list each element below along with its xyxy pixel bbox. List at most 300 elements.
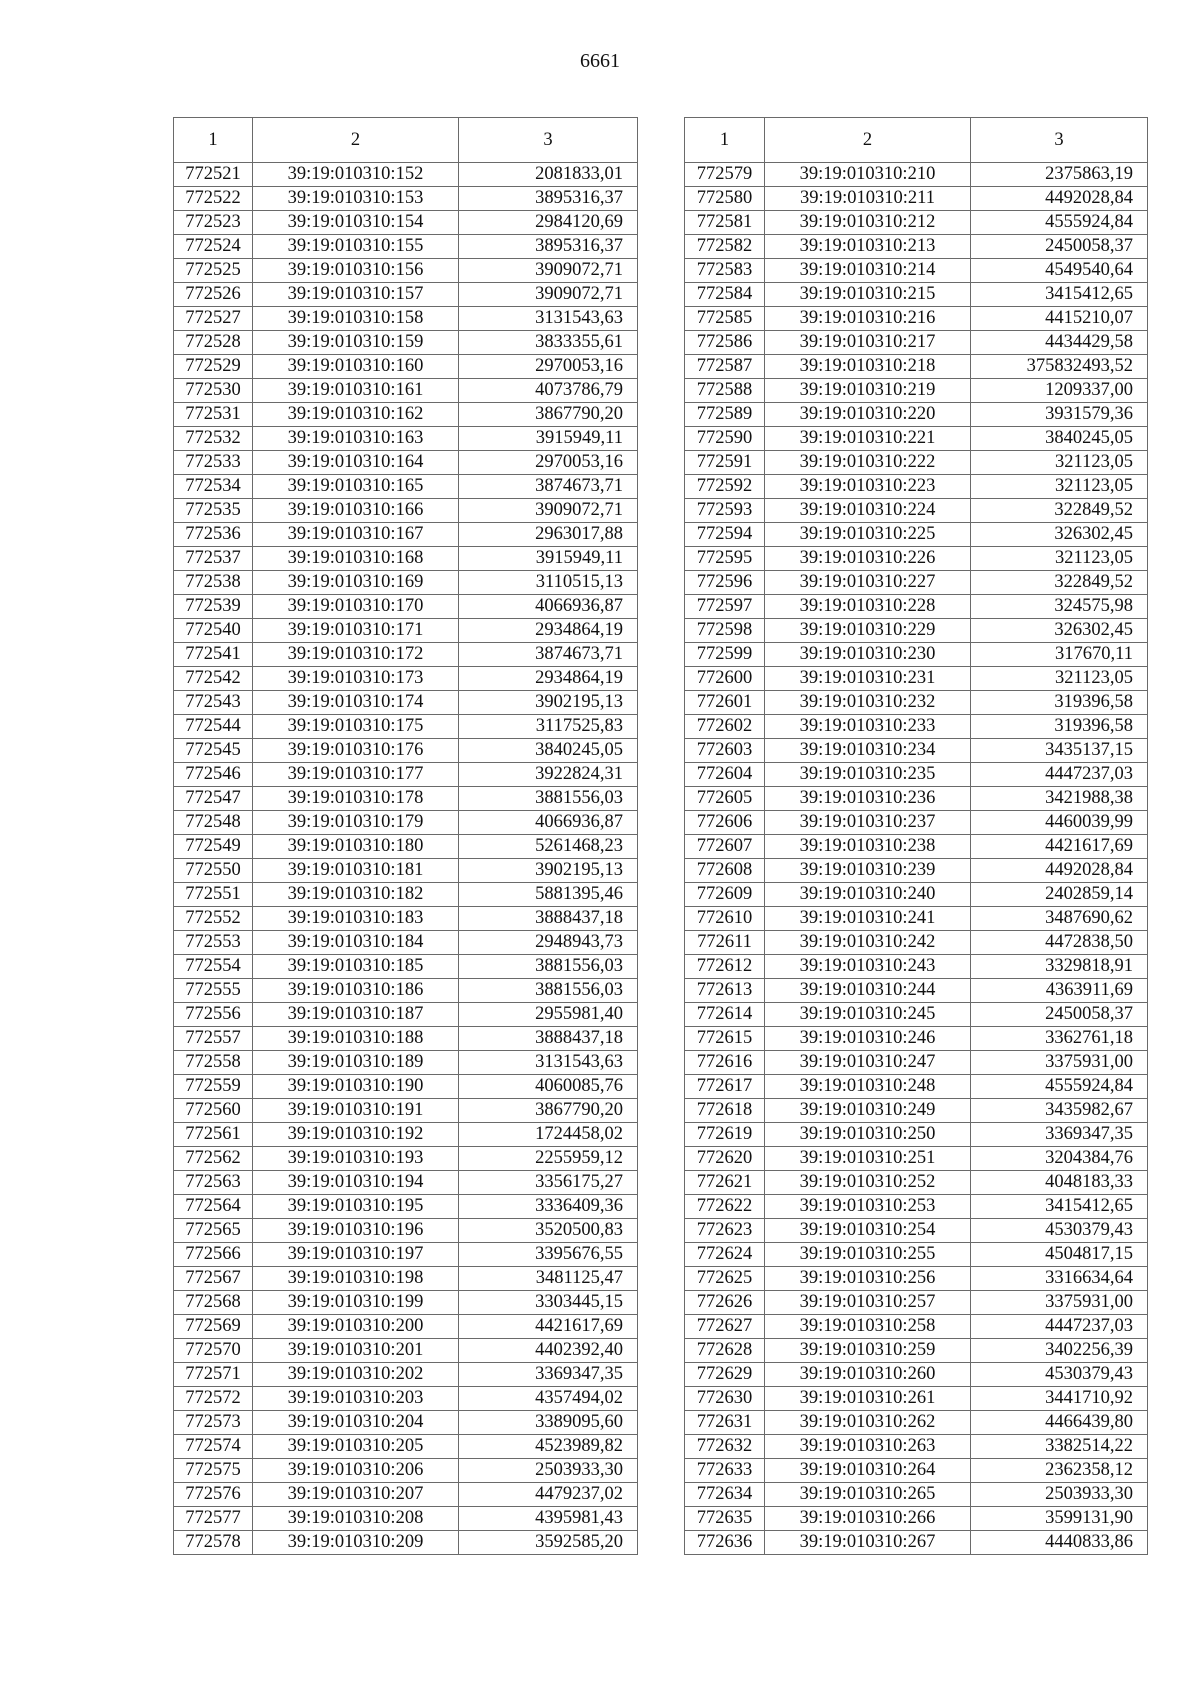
table-row [174, 499, 638, 523]
cadastral-number-cell: 39:19:010310:235 [765, 763, 971, 787]
table-row [174, 883, 638, 907]
row-number-cell: 772616 [685, 1051, 765, 1075]
row-number-cell: 772630 [685, 1387, 765, 1411]
table-row [685, 907, 1148, 931]
cadastral-number-cell: 39:19:010310:217 [765, 331, 971, 355]
table-row [685, 1051, 1148, 1075]
table-row [685, 331, 1148, 355]
value-cell: 4434429,58 [971, 331, 1148, 355]
table-row [174, 211, 638, 235]
value-cell: 4421617,69 [971, 835, 1148, 859]
value-cell: 4555924,84 [971, 1075, 1148, 1099]
cadastral-number-cell: 39:19:010310:254 [765, 1219, 971, 1243]
row-number-cell: 772563 [174, 1171, 253, 1195]
row-number-cell: 772549 [174, 835, 253, 859]
cadastral-number-cell: 39:19:010310:245 [765, 1003, 971, 1027]
cadastral-number-cell: 39:19:010310:183 [253, 907, 459, 931]
table-row [685, 763, 1148, 787]
row-number-cell: 772626 [685, 1291, 765, 1315]
value-cell: 4504817,15 [971, 1243, 1148, 1267]
cadastral-number-cell: 39:19:010310:244 [765, 979, 971, 1003]
cadastral-number-cell: 39:19:010310:158 [253, 307, 459, 331]
value-cell: 3833355,61 [459, 331, 638, 355]
cadastral-number-cell: 39:19:010310:199 [253, 1291, 459, 1315]
value-cell: 3874673,71 [459, 475, 638, 499]
value-cell: 3867790,20 [459, 403, 638, 427]
value-cell: 3895316,37 [459, 235, 638, 259]
row-number-cell: 772559 [174, 1075, 253, 1099]
row-number-cell: 772607 [685, 835, 765, 859]
row-number-cell: 772532 [174, 427, 253, 451]
cadastral-number-cell: 39:19:010310:180 [253, 835, 459, 859]
value-cell: 322849,52 [971, 499, 1148, 523]
value-cell: 3369347,35 [459, 1363, 638, 1387]
table-row [174, 1483, 638, 1507]
table-row [174, 763, 638, 787]
table-row [174, 307, 638, 331]
table-row [174, 1099, 638, 1123]
table-row [685, 1075, 1148, 1099]
value-cell: 321123,05 [971, 547, 1148, 571]
cadastral-number-cell: 39:19:010310:173 [253, 667, 459, 691]
cadastral-number-cell: 39:19:010310:232 [765, 691, 971, 715]
row-number-cell: 772578 [174, 1531, 253, 1555]
table-row [685, 619, 1148, 643]
value-cell: 326302,45 [971, 523, 1148, 547]
cadastral-number-cell: 39:19:010310:253 [765, 1195, 971, 1219]
row-number-cell: 772524 [174, 235, 253, 259]
value-cell: 2963017,88 [459, 523, 638, 547]
table-row [174, 571, 638, 595]
cadastral-number-cell: 39:19:010310:219 [765, 379, 971, 403]
row-number-cell: 772579 [685, 163, 765, 187]
row-number-cell: 772631 [685, 1411, 765, 1435]
value-cell: 3592585,20 [459, 1531, 638, 1555]
column-header-3: 3 [459, 118, 638, 163]
row-number-cell: 772572 [174, 1387, 253, 1411]
cadastral-number-cell: 39:19:010310:201 [253, 1339, 459, 1363]
value-cell: 3415412,65 [971, 283, 1148, 307]
table-row [685, 451, 1148, 475]
row-number-cell: 772555 [174, 979, 253, 1003]
row-number-cell: 772525 [174, 259, 253, 283]
cadastral-number-cell: 39:19:010310:165 [253, 475, 459, 499]
row-number-cell: 772562 [174, 1147, 253, 1171]
table-row [174, 427, 638, 451]
value-cell: 3840245,05 [459, 739, 638, 763]
table-row [174, 667, 638, 691]
cadastral-number-cell: 39:19:010310:260 [765, 1363, 971, 1387]
table-row [174, 1459, 638, 1483]
cadastral-number-cell: 39:19:010310:246 [765, 1027, 971, 1051]
table-row [685, 811, 1148, 835]
row-number-cell: 772629 [685, 1363, 765, 1387]
value-cell: 3421988,38 [971, 787, 1148, 811]
row-number-cell: 772583 [685, 259, 765, 283]
row-number-cell: 772586 [685, 331, 765, 355]
table-header-row [174, 118, 638, 163]
table-row [174, 859, 638, 883]
row-number-cell: 772568 [174, 1291, 253, 1315]
cadastral-number-cell: 39:19:010310:195 [253, 1195, 459, 1219]
cadastral-number-cell: 39:19:010310:267 [765, 1531, 971, 1555]
value-cell: 2362358,12 [971, 1459, 1148, 1483]
table-row [174, 1435, 638, 1459]
table-row [174, 691, 638, 715]
table-row [685, 259, 1148, 283]
row-number-cell: 772565 [174, 1219, 253, 1243]
row-number-cell: 772610 [685, 907, 765, 931]
cadastral-number-cell: 39:19:010310:230 [765, 643, 971, 667]
cadastral-number-cell: 39:19:010310:257 [765, 1291, 971, 1315]
cadastral-number-cell: 39:19:010310:224 [765, 499, 971, 523]
table-row [685, 379, 1148, 403]
cadastral-number-cell: 39:19:010310:222 [765, 451, 971, 475]
cadastral-number-cell: 39:19:010310:154 [253, 211, 459, 235]
table-row [685, 667, 1148, 691]
value-cell: 2984120,69 [459, 211, 638, 235]
value-cell: 3909072,71 [459, 283, 638, 307]
cadastral-number-cell: 39:19:010310:156 [253, 259, 459, 283]
cadastral-number-cell: 39:19:010310:159 [253, 331, 459, 355]
row-number-cell: 772571 [174, 1363, 253, 1387]
value-cell: 3915949,11 [459, 547, 638, 571]
cadastral-number-cell: 39:19:010310:186 [253, 979, 459, 1003]
cadastral-number-cell: 39:19:010310:258 [765, 1315, 971, 1339]
table-row [685, 787, 1148, 811]
row-number-cell: 772599 [685, 643, 765, 667]
cadastral-number-cell: 39:19:010310:192 [253, 1123, 459, 1147]
table-row [174, 235, 638, 259]
value-cell: 4447237,03 [971, 1315, 1148, 1339]
row-number-cell: 772636 [685, 1531, 765, 1555]
cadastral-number-cell: 39:19:010310:198 [253, 1267, 459, 1291]
cadastral-number-cell: 39:19:010310:233 [765, 715, 971, 739]
value-cell: 3382514,22 [971, 1435, 1148, 1459]
value-cell: 3369347,35 [971, 1123, 1148, 1147]
value-cell: 4523989,82 [459, 1435, 638, 1459]
cadastral-number-cell: 39:19:010310:211 [765, 187, 971, 211]
cadastral-number-cell: 39:19:010310:216 [765, 307, 971, 331]
row-number-cell: 772541 [174, 643, 253, 667]
cadastral-number-cell: 39:19:010310:168 [253, 547, 459, 571]
row-number-cell: 772633 [685, 1459, 765, 1483]
value-cell: 4472838,50 [971, 931, 1148, 955]
table-row [174, 259, 638, 283]
cadastral-number-cell: 39:19:010310:191 [253, 1099, 459, 1123]
value-cell: 3117525,83 [459, 715, 638, 739]
value-cell: 3110515,13 [459, 571, 638, 595]
row-number-cell: 772604 [685, 763, 765, 787]
row-number-cell: 772537 [174, 547, 253, 571]
cadastral-number-cell: 39:19:010310:197 [253, 1243, 459, 1267]
cadastral-number-cell: 39:19:010310:215 [765, 283, 971, 307]
value-cell: 3375931,00 [971, 1051, 1148, 1075]
cadastral-number-cell: 39:19:010310:170 [253, 595, 459, 619]
row-number-cell: 772550 [174, 859, 253, 883]
value-cell: 4549540,64 [971, 259, 1148, 283]
row-number-cell: 772557 [174, 1027, 253, 1051]
cadastral-number-cell: 39:19:010310:255 [765, 1243, 971, 1267]
cadastral-number-cell: 39:19:010310:214 [765, 259, 971, 283]
table-row [685, 307, 1148, 331]
row-number-cell: 772542 [174, 667, 253, 691]
row-number-cell: 772592 [685, 475, 765, 499]
cadastral-number-cell: 39:19:010310:207 [253, 1483, 459, 1507]
row-number-cell: 772564 [174, 1195, 253, 1219]
table-row [174, 283, 638, 307]
cadastral-number-cell: 39:19:010310:177 [253, 763, 459, 787]
table-row [685, 955, 1148, 979]
row-number-cell: 772566 [174, 1243, 253, 1267]
row-number-cell: 772539 [174, 595, 253, 619]
table-row [685, 1363, 1148, 1387]
value-cell: 4479237,02 [459, 1483, 638, 1507]
cadastral-number-cell: 39:19:010310:212 [765, 211, 971, 235]
value-cell: 3303445,15 [459, 1291, 638, 1315]
value-cell: 2450058,37 [971, 235, 1148, 259]
value-cell: 4048183,33 [971, 1171, 1148, 1195]
value-cell: 3316634,64 [971, 1267, 1148, 1291]
table-row [174, 475, 638, 499]
cadastral-number-cell: 39:19:010310:228 [765, 595, 971, 619]
row-number-cell: 772554 [174, 955, 253, 979]
value-cell: 1724458,02 [459, 1123, 638, 1147]
table-row [174, 1027, 638, 1051]
value-cell: 3336409,36 [459, 1195, 638, 1219]
table-row [174, 1315, 638, 1339]
cadastral-number-cell: 39:19:010310:238 [765, 835, 971, 859]
value-cell: 4066936,87 [459, 811, 638, 835]
cadastral-number-cell: 39:19:010310:209 [253, 1531, 459, 1555]
table-row [174, 715, 638, 739]
cadastral-number-cell: 39:19:010310:243 [765, 955, 971, 979]
cadastral-number-cell: 39:19:010310:184 [253, 931, 459, 955]
cadastral-number-cell: 39:19:010310:181 [253, 859, 459, 883]
value-cell: 2955981,40 [459, 1003, 638, 1027]
table-row [174, 811, 638, 835]
cadastral-number-cell: 39:19:010310:189 [253, 1051, 459, 1075]
value-cell: 3881556,03 [459, 955, 638, 979]
cadastral-number-cell: 39:19:010310:208 [253, 1507, 459, 1531]
value-cell: 2450058,37 [971, 1003, 1148, 1027]
cadastral-number-cell: 39:19:010310:190 [253, 1075, 459, 1099]
value-cell: 2255959,12 [459, 1147, 638, 1171]
value-cell: 3389095,60 [459, 1411, 638, 1435]
cadastral-number-cell: 39:19:010310:206 [253, 1459, 459, 1483]
cadastral-number-cell: 39:19:010310:263 [765, 1435, 971, 1459]
row-number-cell: 772521 [174, 163, 253, 187]
table-row [174, 1267, 638, 1291]
value-cell: 4415210,07 [971, 307, 1148, 331]
cadastral-number-cell: 39:19:010310:205 [253, 1435, 459, 1459]
table-row [685, 1027, 1148, 1051]
row-number-cell: 772546 [174, 763, 253, 787]
cadastral-number-cell: 39:19:010310:178 [253, 787, 459, 811]
cadastral-number-cell: 39:19:010310:264 [765, 1459, 971, 1483]
table-row [685, 715, 1148, 739]
value-cell: 2934864,19 [459, 667, 638, 691]
cadastral-number-cell: 39:19:010310:174 [253, 691, 459, 715]
table-row [685, 739, 1148, 763]
row-number-cell: 772544 [174, 715, 253, 739]
cadastral-number-cell: 39:19:010310:153 [253, 187, 459, 211]
cadastral-number-cell: 39:19:010310:157 [253, 283, 459, 307]
table-row [685, 1339, 1148, 1363]
value-cell: 5881395,46 [459, 883, 638, 907]
table-row [174, 1171, 638, 1195]
table-row [685, 163, 1148, 187]
value-cell: 3909072,71 [459, 499, 638, 523]
cadastral-number-cell: 39:19:010310:193 [253, 1147, 459, 1171]
value-cell: 3441710,92 [971, 1387, 1148, 1411]
row-number-cell: 772552 [174, 907, 253, 931]
table-row [685, 355, 1148, 379]
value-cell: 4395981,43 [459, 1507, 638, 1531]
row-number-cell: 772606 [685, 811, 765, 835]
value-cell: 3520500,83 [459, 1219, 638, 1243]
value-cell: 4492028,84 [971, 187, 1148, 211]
row-number-cell: 772528 [174, 331, 253, 355]
cadastral-number-cell: 39:19:010310:218 [765, 355, 971, 379]
value-cell: 4530379,43 [971, 1219, 1148, 1243]
table-row [685, 1459, 1148, 1483]
row-number-cell: 772601 [685, 691, 765, 715]
table-row [685, 691, 1148, 715]
column-header-1: 1 [174, 118, 253, 163]
table-row [174, 907, 638, 931]
table-row [174, 955, 638, 979]
table-row [685, 643, 1148, 667]
row-number-cell: 772622 [685, 1195, 765, 1219]
table-row [174, 547, 638, 571]
table-row [685, 1123, 1148, 1147]
value-cell: 3867790,20 [459, 1099, 638, 1123]
value-cell: 3395676,55 [459, 1243, 638, 1267]
row-number-cell: 772530 [174, 379, 253, 403]
table-row [685, 1171, 1148, 1195]
row-number-cell: 772522 [174, 187, 253, 211]
row-number-cell: 772582 [685, 235, 765, 259]
table-row [174, 1291, 638, 1315]
row-number-cell: 772573 [174, 1411, 253, 1435]
cadastral-number-cell: 39:19:010310:240 [765, 883, 971, 907]
row-number-cell: 772609 [685, 883, 765, 907]
cadastral-number-cell: 39:19:010310:162 [253, 403, 459, 427]
table-row [174, 1003, 638, 1027]
row-number-cell: 772547 [174, 787, 253, 811]
row-number-cell: 772611 [685, 931, 765, 955]
cadastral-number-cell: 39:19:010310:236 [765, 787, 971, 811]
row-number-cell: 772625 [685, 1267, 765, 1291]
column-header-2: 2 [253, 118, 459, 163]
table-row [174, 931, 638, 955]
row-number-cell: 772556 [174, 1003, 253, 1027]
table-row [685, 1315, 1148, 1339]
cadastral-number-cell: 39:19:010310:250 [765, 1123, 971, 1147]
row-number-cell: 772560 [174, 1099, 253, 1123]
table-row [174, 1243, 638, 1267]
table-row [685, 1291, 1148, 1315]
cadastral-number-cell: 39:19:010310:161 [253, 379, 459, 403]
value-cell: 4492028,84 [971, 859, 1148, 883]
value-cell: 4530379,43 [971, 1363, 1148, 1387]
table-row [174, 739, 638, 763]
page-number: 6661 [580, 50, 620, 72]
cadastral-number-cell: 39:19:010310:152 [253, 163, 459, 187]
cadastral-number-cell: 39:19:010310:164 [253, 451, 459, 475]
table-row [174, 1507, 638, 1531]
value-cell: 3402256,39 [971, 1339, 1148, 1363]
row-number-cell: 772596 [685, 571, 765, 595]
table-row [174, 1339, 638, 1363]
value-cell: 317670,11 [971, 643, 1148, 667]
value-cell: 3895316,37 [459, 187, 638, 211]
row-number-cell: 772543 [174, 691, 253, 715]
row-number-cell: 772540 [174, 619, 253, 643]
table-row [685, 979, 1148, 1003]
row-number-cell: 772529 [174, 355, 253, 379]
column-header-3: 3 [971, 118, 1148, 163]
value-cell: 321123,05 [971, 475, 1148, 499]
table-row [685, 1507, 1148, 1531]
row-number-cell: 772590 [685, 427, 765, 451]
value-cell: 3915949,11 [459, 427, 638, 451]
value-cell: 2970053,16 [459, 451, 638, 475]
table-row [685, 931, 1148, 955]
table-row [174, 1531, 638, 1555]
value-cell: 375832493,52 [971, 355, 1148, 379]
row-number-cell: 772598 [685, 619, 765, 643]
table-row [685, 1195, 1148, 1219]
value-cell: 2934864,19 [459, 619, 638, 643]
value-cell: 3881556,03 [459, 787, 638, 811]
table-row [174, 643, 638, 667]
cadastral-number-cell: 39:19:010310:188 [253, 1027, 459, 1051]
cadastral-number-cell: 39:19:010310:210 [765, 163, 971, 187]
row-number-cell: 772595 [685, 547, 765, 571]
cadastral-number-cell: 39:19:010310:237 [765, 811, 971, 835]
row-number-cell: 772613 [685, 979, 765, 1003]
value-cell: 5261468,23 [459, 835, 638, 859]
value-cell: 4060085,76 [459, 1075, 638, 1099]
row-number-cell: 772526 [174, 283, 253, 307]
cadastral-number-cell: 39:19:010310:194 [253, 1171, 459, 1195]
table-row [685, 547, 1148, 571]
table-row [685, 427, 1148, 451]
cadastral-number-cell: 39:19:010310:265 [765, 1483, 971, 1507]
cadastral-number-cell: 39:19:010310:204 [253, 1411, 459, 1435]
table-row [685, 1219, 1148, 1243]
cadastral-number-cell: 39:19:010310:225 [765, 523, 971, 547]
row-number-cell: 772551 [174, 883, 253, 907]
value-cell: 3415412,65 [971, 1195, 1148, 1219]
row-number-cell: 772634 [685, 1483, 765, 1507]
value-cell: 3435982,67 [971, 1099, 1148, 1123]
table-row [685, 883, 1148, 907]
cadastral-number-cell: 39:19:010310:213 [765, 235, 971, 259]
value-cell: 3931579,36 [971, 403, 1148, 427]
row-number-cell: 772581 [685, 211, 765, 235]
value-cell: 319396,58 [971, 715, 1148, 739]
table-row [174, 1147, 638, 1171]
cadastral-number-cell: 39:19:010310:200 [253, 1315, 459, 1339]
row-number-cell: 772553 [174, 931, 253, 955]
cadastral-number-cell: 39:19:010310:171 [253, 619, 459, 643]
row-number-cell: 772600 [685, 667, 765, 691]
cadastral-number-cell: 39:19:010310:226 [765, 547, 971, 571]
value-cell: 321123,05 [971, 451, 1148, 475]
